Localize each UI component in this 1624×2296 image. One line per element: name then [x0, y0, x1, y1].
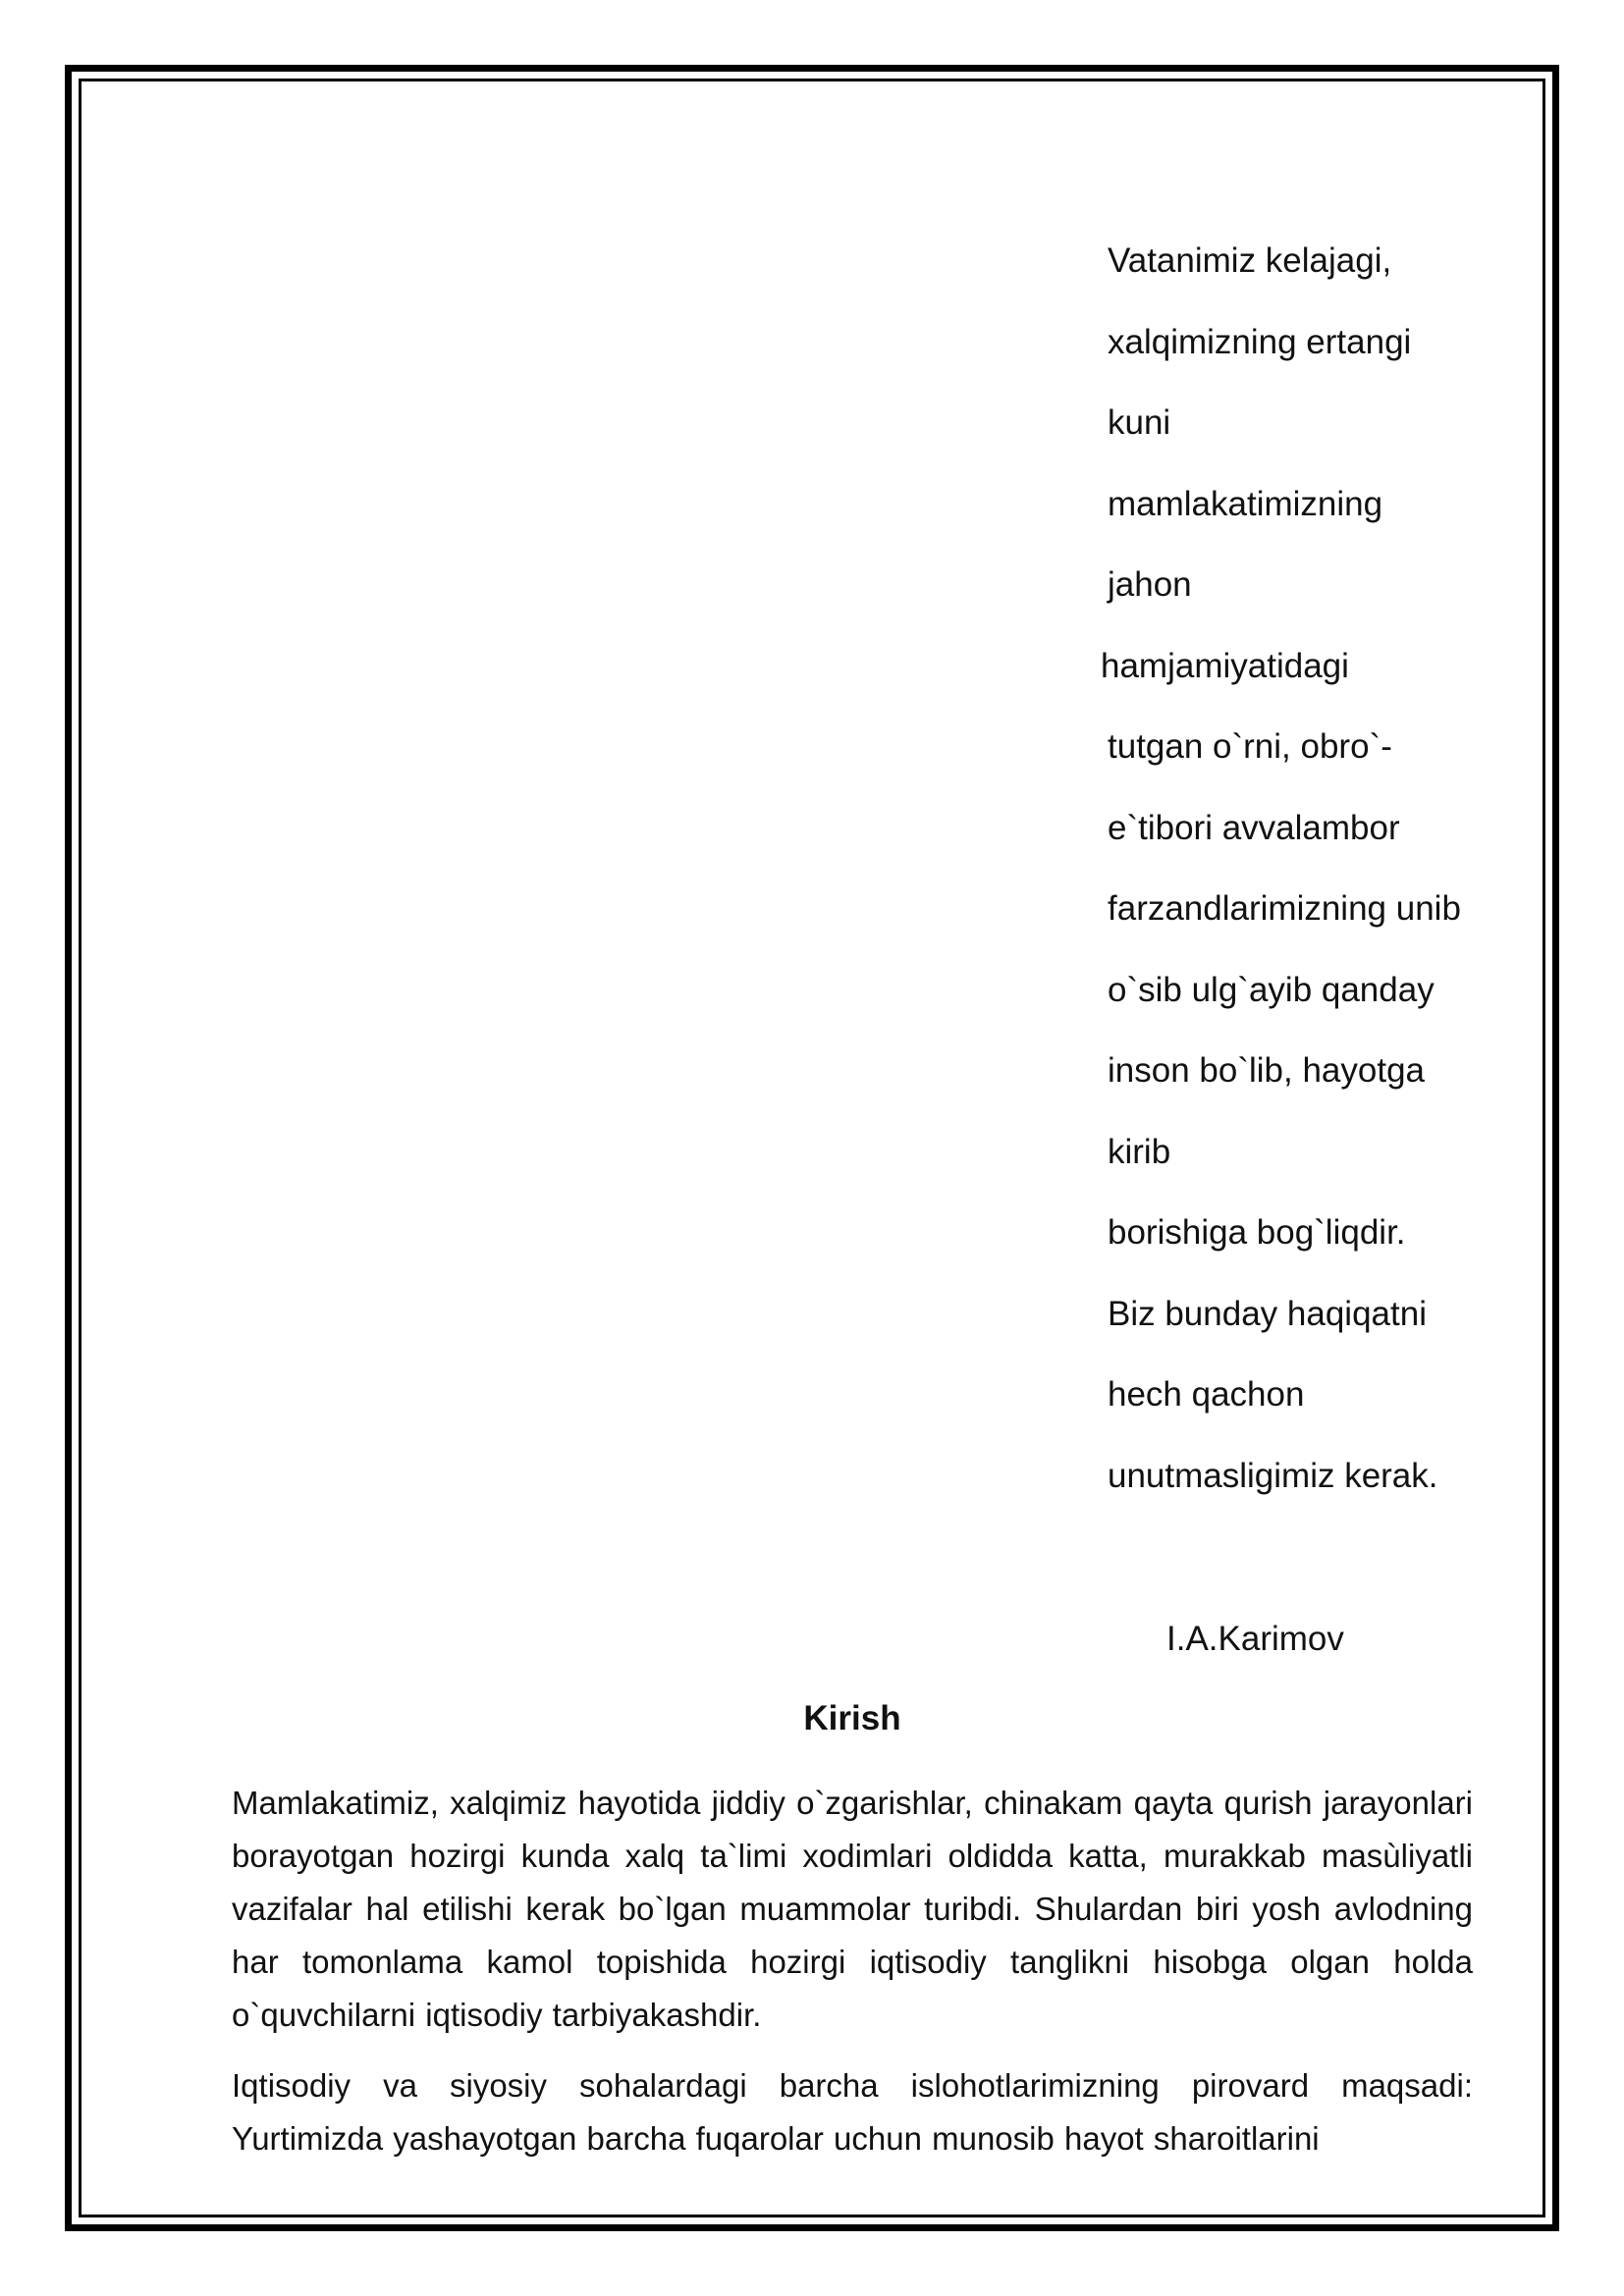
section-heading: Kirish	[803, 1699, 901, 1737]
epigraph	[1101, 232, 1500, 1527]
epigraph-author: I.A.Karimov	[1166, 1620, 1344, 1658]
body-paragraph: Iqtisodiy va siyosiy sohalardagi barcha islohotlarimizning pirovard maqsadi: Yurtimizda yashayotgan barcha fuqarolar uchun munosib hayot sharoitlarini	[232, 2067, 1473, 2157]
epigraph-line: tutgan o`rni, obro`-	[1108, 727, 1392, 766]
epigraph-line: Biz bunday haqiqatni	[1108, 1294, 1427, 1333]
epigraph-line: xalqimizning ertangi	[1108, 322, 1412, 361]
epigraph-line: o`sib ulg`ayib qanday	[1108, 970, 1435, 1009]
epigraph-line: e`tibori avvalambor	[1108, 808, 1400, 847]
section-body	[232, 1777, 1473, 2183]
epigraph-line: borishiga bog`liqdir.	[1108, 1213, 1406, 1252]
epigraph-line: kirib	[1108, 1132, 1171, 1171]
epigraph-line: hech qachon	[1108, 1375, 1305, 1414]
epigraph-line: mamlakatimizning	[1108, 484, 1383, 523]
body-paragraph: Mamlakatimiz, xalqimiz hayotida jiddiy o`zgarishlar, chinakam qayta qurish jarayonlari borayotgan hozirgi kunda xalq ta`limi xodimlari oldidda katta, murakkab masùliyatli vazifalar hal etilishi kerak bo`lgan muammolar turibdi. Shulardan biri yosh avlodning har tomonlama kamol topishida hozirgi iqtisodiy tanglikni hisobga olgan holda o`quvchilarni iqtisodiy tarbiyakashdir.	[232, 1785, 1473, 2033]
epigraph-line: farzandlarimizning unib	[1108, 889, 1461, 928]
epigraph-line: jahon	[1108, 565, 1192, 604]
epigraph-line: inson bo`lib, hayotga	[1108, 1051, 1425, 1090]
epigraph-line: kuni	[1108, 403, 1171, 442]
epigraph-line: unutmasligimiz kerak.	[1108, 1456, 1438, 1495]
epigraph-line: Vatanimiz kelajagi,	[1108, 241, 1392, 280]
epigraph-line: hamjamiyatidagi	[1101, 646, 1349, 685]
